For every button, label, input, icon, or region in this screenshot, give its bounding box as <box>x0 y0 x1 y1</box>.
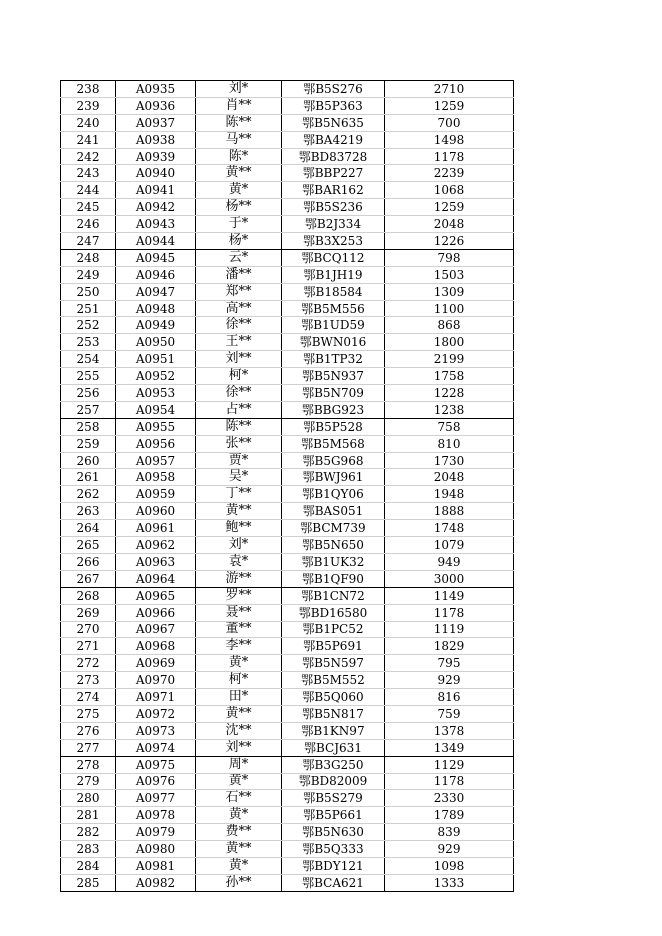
plate-cell[interactable]: 鄂B1QY06 <box>282 486 385 503</box>
table-row <box>61 249 514 266</box>
name-cell[interactable]: 田* <box>196 689 282 706</box>
plate-cell[interactable]: 鄂B5N630 <box>282 824 385 841</box>
name-cell[interactable]: 柯* <box>196 672 282 689</box>
plate-cell[interactable]: 鄂BWN016 <box>282 334 385 351</box>
amount-cell[interactable]: 1758 <box>385 368 514 385</box>
code-cell[interactable]: A0975 <box>116 756 196 773</box>
plate-cell[interactable]: 鄂B5G968 <box>282 452 385 469</box>
name-cell[interactable]: 费** <box>196 824 282 841</box>
name-cell[interactable]: 董** <box>196 621 282 638</box>
code-cell[interactable]: A0939 <box>116 148 196 165</box>
table-row <box>61 705 514 722</box>
name-cell[interactable]: 李** <box>196 638 282 655</box>
table-row <box>61 334 514 351</box>
name-cell[interactable]: 刘** <box>196 351 282 368</box>
amount-cell[interactable]: 1259 <box>385 97 514 114</box>
code-cell[interactable]: A0974 <box>116 739 196 756</box>
row-number-cell[interactable]: 263 <box>61 503 116 520</box>
row-number-cell[interactable]: 271 <box>61 638 116 655</box>
table-row <box>61 165 514 182</box>
code-cell[interactable]: A0956 <box>116 435 196 452</box>
code-cell[interactable]: A0969 <box>116 655 196 672</box>
row-number-cell[interactable]: 240 <box>61 114 116 131</box>
name-cell[interactable]: 贾* <box>196 452 282 469</box>
plate-cell[interactable]: 鄂BDY121 <box>282 857 385 874</box>
row-number-cell[interactable]: 254 <box>61 351 116 368</box>
code-cell[interactable]: A0970 <box>116 672 196 689</box>
table-row <box>61 689 514 706</box>
table-row <box>61 81 514 98</box>
name-cell[interactable]: 袁* <box>196 553 282 570</box>
name-cell[interactable]: 沈** <box>196 722 282 739</box>
amount-cell[interactable]: 1100 <box>385 300 514 317</box>
name-cell[interactable]: 柯* <box>196 368 282 385</box>
code-cell[interactable]: A0962 <box>116 537 196 554</box>
row-number-cell[interactable]: 266 <box>61 553 116 570</box>
amount-cell[interactable]: 1309 <box>385 283 514 300</box>
table-row <box>61 435 514 452</box>
table-row <box>61 385 514 402</box>
name-cell[interactable]: 云* <box>196 249 282 266</box>
table-row <box>61 841 514 858</box>
amount-cell[interactable]: 929 <box>385 672 514 689</box>
row-number-cell[interactable]: 253 <box>61 334 116 351</box>
name-cell[interactable]: 黄* <box>196 773 282 790</box>
row-number-cell[interactable]: 284 <box>61 857 116 874</box>
amount-cell[interactable]: 1829 <box>385 638 514 655</box>
table-body <box>61 81 514 892</box>
name-cell[interactable]: 张** <box>196 435 282 452</box>
code-cell[interactable]: A0961 <box>116 520 196 537</box>
amount-cell[interactable]: 1178 <box>385 773 514 790</box>
row-number-cell[interactable]: 282 <box>61 824 116 841</box>
name-cell[interactable]: 游** <box>196 570 282 587</box>
row-number-cell[interactable]: 260 <box>61 452 116 469</box>
code-cell[interactable]: A0938 <box>116 131 196 148</box>
amount-cell[interactable]: 1226 <box>385 233 514 250</box>
amount-cell[interactable]: 1948 <box>385 486 514 503</box>
plate-cell[interactable]: 鄂B5N817 <box>282 705 385 722</box>
code-cell[interactable]: A0950 <box>116 334 196 351</box>
amount-cell[interactable]: 929 <box>385 841 514 858</box>
code-cell[interactable]: A0971 <box>116 689 196 706</box>
code-cell[interactable]: A0953 <box>116 385 196 402</box>
name-cell[interactable]: 吴* <box>196 469 282 486</box>
plate-cell[interactable]: 鄂B5N650 <box>282 537 385 554</box>
amount-cell[interactable]: 2330 <box>385 790 514 807</box>
table-row <box>61 114 514 131</box>
table-row <box>61 131 514 148</box>
row-number-cell[interactable]: 265 <box>61 537 116 554</box>
amount-cell[interactable]: 949 <box>385 553 514 570</box>
code-cell[interactable]: A0959 <box>116 486 196 503</box>
code-cell[interactable]: A0946 <box>116 266 196 283</box>
row-number-cell[interactable]: 245 <box>61 199 116 216</box>
row-number-cell[interactable]: 258 <box>61 418 116 435</box>
plate-cell[interactable]: 鄂B1TP32 <box>282 351 385 368</box>
code-cell[interactable]: A0965 <box>116 587 196 604</box>
table-row <box>61 283 514 300</box>
plate-cell[interactable]: 鄂B5S279 <box>282 790 385 807</box>
amount-cell[interactable]: 758 <box>385 418 514 435</box>
amount-cell[interactable]: 2239 <box>385 165 514 182</box>
table-row <box>61 621 514 638</box>
plate-cell[interactable]: 鄂B1QF90 <box>282 570 385 587</box>
amount-cell[interactable]: 1098 <box>385 857 514 874</box>
plate-cell[interactable]: 鄂B5S236 <box>282 199 385 216</box>
amount-cell[interactable]: 1498 <box>385 131 514 148</box>
name-cell[interactable]: 王** <box>196 334 282 351</box>
amount-cell[interactable]: 1178 <box>385 148 514 165</box>
amount-cell[interactable]: 1228 <box>385 385 514 402</box>
name-cell[interactable]: 肖** <box>196 97 282 114</box>
table-row <box>61 790 514 807</box>
code-cell[interactable]: A0936 <box>116 97 196 114</box>
amount-cell[interactable]: 1238 <box>385 401 514 418</box>
plate-cell[interactable]: 鄂B5Q333 <box>282 841 385 858</box>
amount-cell[interactable]: 3000 <box>385 570 514 587</box>
table-row <box>61 216 514 233</box>
row-number-cell[interactable]: 239 <box>61 97 116 114</box>
plate-cell[interactable]: 鄂BAR162 <box>282 182 385 199</box>
name-cell[interactable]: 黄* <box>196 857 282 874</box>
row-number-cell[interactable]: 242 <box>61 148 116 165</box>
code-cell[interactable]: A0976 <box>116 773 196 790</box>
amount-cell[interactable]: 759 <box>385 705 514 722</box>
table-row <box>61 773 514 790</box>
row-number-cell[interactable]: 270 <box>61 621 116 638</box>
amount-cell[interactable]: 810 <box>385 435 514 452</box>
table-row <box>61 418 514 435</box>
table-row <box>61 537 514 554</box>
amount-cell[interactable]: 1079 <box>385 537 514 554</box>
plate-cell[interactable]: 鄂B5N635 <box>282 114 385 131</box>
code-cell[interactable]: A0945 <box>116 249 196 266</box>
table-row <box>61 97 514 114</box>
plate-cell[interactable]: 鄂B1PC52 <box>282 621 385 638</box>
code-cell[interactable]: A0968 <box>116 638 196 655</box>
name-cell[interactable]: 黄** <box>196 841 282 858</box>
name-cell[interactable]: 于* <box>196 216 282 233</box>
row-number-cell[interactable]: 277 <box>61 739 116 756</box>
table-row <box>61 148 514 165</box>
row-number-cell[interactable]: 249 <box>61 266 116 283</box>
table-row <box>61 638 514 655</box>
table-row <box>61 857 514 874</box>
table-row <box>61 452 514 469</box>
name-cell[interactable]: 刘* <box>196 537 282 554</box>
name-cell[interactable]: 陈** <box>196 418 282 435</box>
table-row <box>61 722 514 739</box>
plate-cell[interactable]: 鄂B5P691 <box>282 638 385 655</box>
code-cell[interactable]: A0937 <box>116 114 196 131</box>
plate-cell[interactable]: 鄂B5Q060 <box>282 689 385 706</box>
code-cell[interactable]: A0957 <box>116 452 196 469</box>
code-cell[interactable]: A0963 <box>116 553 196 570</box>
amount-cell[interactable]: 1333 <box>385 874 514 891</box>
row-number-cell[interactable]: 267 <box>61 570 116 587</box>
table-row <box>61 199 514 216</box>
row-number-cell[interactable]: 272 <box>61 655 116 672</box>
name-cell[interactable]: 陈** <box>196 114 282 131</box>
amount-cell[interactable]: 1178 <box>385 604 514 621</box>
table-row <box>61 739 514 756</box>
plate-cell[interactable]: 鄂BBG923 <box>282 401 385 418</box>
table-row <box>61 570 514 587</box>
code-cell[interactable]: A0966 <box>116 604 196 621</box>
name-cell[interactable]: 郑** <box>196 283 282 300</box>
amount-cell[interactable]: 868 <box>385 317 514 334</box>
amount-cell[interactable]: 1129 <box>385 756 514 773</box>
amount-cell[interactable]: 798 <box>385 249 514 266</box>
code-cell[interactable]: A0960 <box>116 503 196 520</box>
plate-cell[interactable]: 鄂BCM739 <box>282 520 385 537</box>
row-number-cell[interactable]: 279 <box>61 773 116 790</box>
plate-cell[interactable]: 鄂BAS051 <box>282 503 385 520</box>
code-cell[interactable]: A0955 <box>116 418 196 435</box>
code-cell[interactable]: A0967 <box>116 621 196 638</box>
plate-cell[interactable]: 鄂B5N937 <box>282 368 385 385</box>
row-number-cell[interactable]: 262 <box>61 486 116 503</box>
code-cell[interactable]: A0944 <box>116 233 196 250</box>
plate-cell[interactable]: 鄂BCQ112 <box>282 249 385 266</box>
code-cell[interactable]: A0952 <box>116 368 196 385</box>
code-cell[interactable]: A0947 <box>116 283 196 300</box>
plate-cell[interactable]: 鄂B5N597 <box>282 655 385 672</box>
table-row <box>61 317 514 334</box>
amount-cell[interactable]: 2048 <box>385 469 514 486</box>
code-cell[interactable]: A0940 <box>116 165 196 182</box>
plate-cell[interactable]: 鄂B1CN72 <box>282 587 385 604</box>
code-cell[interactable]: A0958 <box>116 469 196 486</box>
name-cell[interactable]: 鲍** <box>196 520 282 537</box>
plate-cell[interactable]: 鄂B5M568 <box>282 435 385 452</box>
name-cell[interactable]: 黄* <box>196 655 282 672</box>
row-number-cell[interactable]: 247 <box>61 233 116 250</box>
plate-cell[interactable]: 鄂BD82009 <box>282 773 385 790</box>
amount-cell[interactable]: 816 <box>385 689 514 706</box>
row-number-cell[interactable]: 243 <box>61 165 116 182</box>
row-number-cell[interactable]: 273 <box>61 672 116 689</box>
row-number-cell[interactable]: 250 <box>61 283 116 300</box>
amount-cell[interactable]: 1149 <box>385 587 514 604</box>
plate-cell[interactable]: 鄂B5P661 <box>282 807 385 824</box>
plate-cell[interactable]: 鄂B1KN97 <box>282 722 385 739</box>
code-cell[interactable]: A0982 <box>116 874 196 891</box>
row-number-cell[interactable]: 261 <box>61 469 116 486</box>
name-cell[interactable]: 杨** <box>196 199 282 216</box>
row-number-cell[interactable]: 264 <box>61 520 116 537</box>
name-cell[interactable]: 黄** <box>196 503 282 520</box>
table-row <box>61 469 514 486</box>
row-number-cell[interactable]: 246 <box>61 216 116 233</box>
plate-cell[interactable]: 鄂BWJ961 <box>282 469 385 486</box>
name-cell[interactable]: 陈* <box>196 148 282 165</box>
plate-cell[interactable]: 鄂B3G250 <box>282 756 385 773</box>
name-cell[interactable]: 周* <box>196 756 282 773</box>
row-number-cell[interactable]: 244 <box>61 182 116 199</box>
plate-cell[interactable]: 鄂B2J334 <box>282 216 385 233</box>
code-cell[interactable]: A0943 <box>116 216 196 233</box>
amount-cell[interactable]: 1503 <box>385 266 514 283</box>
amount-cell[interactable]: 1378 <box>385 722 514 739</box>
amount-cell[interactable]: 1349 <box>385 739 514 756</box>
row-number-cell[interactable]: 248 <box>61 249 116 266</box>
amount-cell[interactable]: 2710 <box>385 81 514 98</box>
plate-cell[interactable]: 鄂BCJ631 <box>282 739 385 756</box>
name-cell[interactable]: 黄** <box>196 165 282 182</box>
table-row <box>61 756 514 773</box>
plate-cell[interactable]: 鄂BD83728 <box>282 148 385 165</box>
plate-cell[interactable]: 鄂BBP227 <box>282 165 385 182</box>
row-number-cell[interactable]: 278 <box>61 756 116 773</box>
name-cell[interactable]: 徐** <box>196 317 282 334</box>
amount-cell[interactable]: 839 <box>385 824 514 841</box>
name-cell[interactable]: 黄* <box>196 182 282 199</box>
table-row <box>61 503 514 520</box>
plate-cell[interactable]: 鄂B5P528 <box>282 418 385 435</box>
code-cell[interactable]: A0977 <box>116 790 196 807</box>
table-row <box>61 604 514 621</box>
row-number-cell[interactable]: 285 <box>61 874 116 891</box>
code-cell[interactable]: A0972 <box>116 705 196 722</box>
amount-cell[interactable]: 2048 <box>385 216 514 233</box>
table-row <box>61 807 514 824</box>
plate-cell[interactable]: 鄂B5M552 <box>282 672 385 689</box>
amount-cell[interactable]: 795 <box>385 655 514 672</box>
row-number-cell[interactable]: 256 <box>61 385 116 402</box>
amount-cell[interactable]: 1800 <box>385 334 514 351</box>
table-row <box>61 233 514 250</box>
table-row <box>61 655 514 672</box>
code-cell[interactable]: A0978 <box>116 807 196 824</box>
row-number-cell[interactable]: 276 <box>61 722 116 739</box>
code-cell[interactable]: A0948 <box>116 300 196 317</box>
plate-cell[interactable]: 鄂B3X253 <box>282 233 385 250</box>
amount-cell[interactable]: 2199 <box>385 351 514 368</box>
amount-cell[interactable]: 1888 <box>385 503 514 520</box>
amount-cell[interactable]: 1259 <box>385 199 514 216</box>
name-cell[interactable]: 石** <box>196 790 282 807</box>
table-row <box>61 182 514 199</box>
plate-cell[interactable]: 鄂B5N709 <box>282 385 385 402</box>
plate-cell[interactable]: 鄂B5S276 <box>282 81 385 98</box>
row-number-cell[interactable]: 281 <box>61 807 116 824</box>
amount-cell[interactable]: 700 <box>385 114 514 131</box>
row-number-cell[interactable]: 283 <box>61 841 116 858</box>
name-cell[interactable]: 高** <box>196 300 282 317</box>
name-cell[interactable]: 罗** <box>196 587 282 604</box>
plate-cell[interactable]: 鄂B1UK32 <box>282 553 385 570</box>
plate-cell[interactable]: 鄂B5P363 <box>282 97 385 114</box>
name-cell[interactable]: 杨* <box>196 233 282 250</box>
row-number-cell[interactable]: 257 <box>61 401 116 418</box>
row-number-cell[interactable]: 251 <box>61 300 116 317</box>
table-row <box>61 266 514 283</box>
name-cell[interactable]: 徐** <box>196 385 282 402</box>
amount-cell[interactable]: 1119 <box>385 621 514 638</box>
plate-cell[interactable]: 鄂B1JH19 <box>282 266 385 283</box>
code-cell[interactable]: A0949 <box>116 317 196 334</box>
name-cell[interactable]: 黄* <box>196 807 282 824</box>
table-row <box>61 368 514 385</box>
table-row <box>61 351 514 368</box>
row-number-cell[interactable]: 255 <box>61 368 116 385</box>
name-cell[interactable]: 聂** <box>196 604 282 621</box>
spreadsheet-table <box>60 80 514 892</box>
table-row <box>61 824 514 841</box>
name-cell[interactable]: 丁** <box>196 486 282 503</box>
plate-cell[interactable]: 鄂BCA621 <box>282 874 385 891</box>
code-cell[interactable]: A0935 <box>116 81 196 98</box>
amount-cell[interactable]: 1068 <box>385 182 514 199</box>
amount-cell[interactable]: 1730 <box>385 452 514 469</box>
name-cell[interactable]: 刘* <box>196 81 282 98</box>
plate-cell[interactable]: 鄂B1UD59 <box>282 317 385 334</box>
table-row <box>61 401 514 418</box>
name-cell[interactable]: 马** <box>196 131 282 148</box>
plate-cell[interactable]: 鄂BA4219 <box>282 131 385 148</box>
row-number-cell[interactable]: 238 <box>61 81 116 98</box>
code-cell[interactable]: A0942 <box>116 199 196 216</box>
name-cell[interactable]: 刘** <box>196 739 282 756</box>
code-cell[interactable]: A0973 <box>116 722 196 739</box>
name-cell[interactable]: 潘** <box>196 266 282 283</box>
row-number-cell[interactable]: 280 <box>61 790 116 807</box>
plate-cell[interactable]: 鄂B18584 <box>282 283 385 300</box>
name-cell[interactable]: 黄** <box>196 705 282 722</box>
code-cell[interactable]: A0979 <box>116 824 196 841</box>
code-cell[interactable]: A0941 <box>116 182 196 199</box>
table-row <box>61 874 514 891</box>
plate-cell[interactable]: 鄂B5M556 <box>282 300 385 317</box>
row-number-cell[interactable]: 274 <box>61 689 116 706</box>
row-number-cell[interactable]: 268 <box>61 587 116 604</box>
code-cell[interactable]: A0980 <box>116 841 196 858</box>
row-number-cell[interactable]: 269 <box>61 604 116 621</box>
name-cell[interactable]: 孙** <box>196 874 282 891</box>
code-cell[interactable]: A0964 <box>116 570 196 587</box>
amount-cell[interactable]: 1748 <box>385 520 514 537</box>
plate-cell[interactable]: 鄂BD16580 <box>282 604 385 621</box>
table-row <box>61 672 514 689</box>
row-number-cell[interactable]: 241 <box>61 131 116 148</box>
code-cell[interactable]: A0981 <box>116 857 196 874</box>
code-cell[interactable]: A0951 <box>116 351 196 368</box>
row-number-cell[interactable]: 252 <box>61 317 116 334</box>
table-row <box>61 587 514 604</box>
row-number-cell[interactable]: 275 <box>61 705 116 722</box>
row-number-cell[interactable]: 259 <box>61 435 116 452</box>
table-row <box>61 553 514 570</box>
table-row <box>61 300 514 317</box>
name-cell[interactable]: 占** <box>196 401 282 418</box>
table-row <box>61 486 514 503</box>
table-row <box>61 520 514 537</box>
amount-cell[interactable]: 1789 <box>385 807 514 824</box>
code-cell[interactable]: A0954 <box>116 401 196 418</box>
